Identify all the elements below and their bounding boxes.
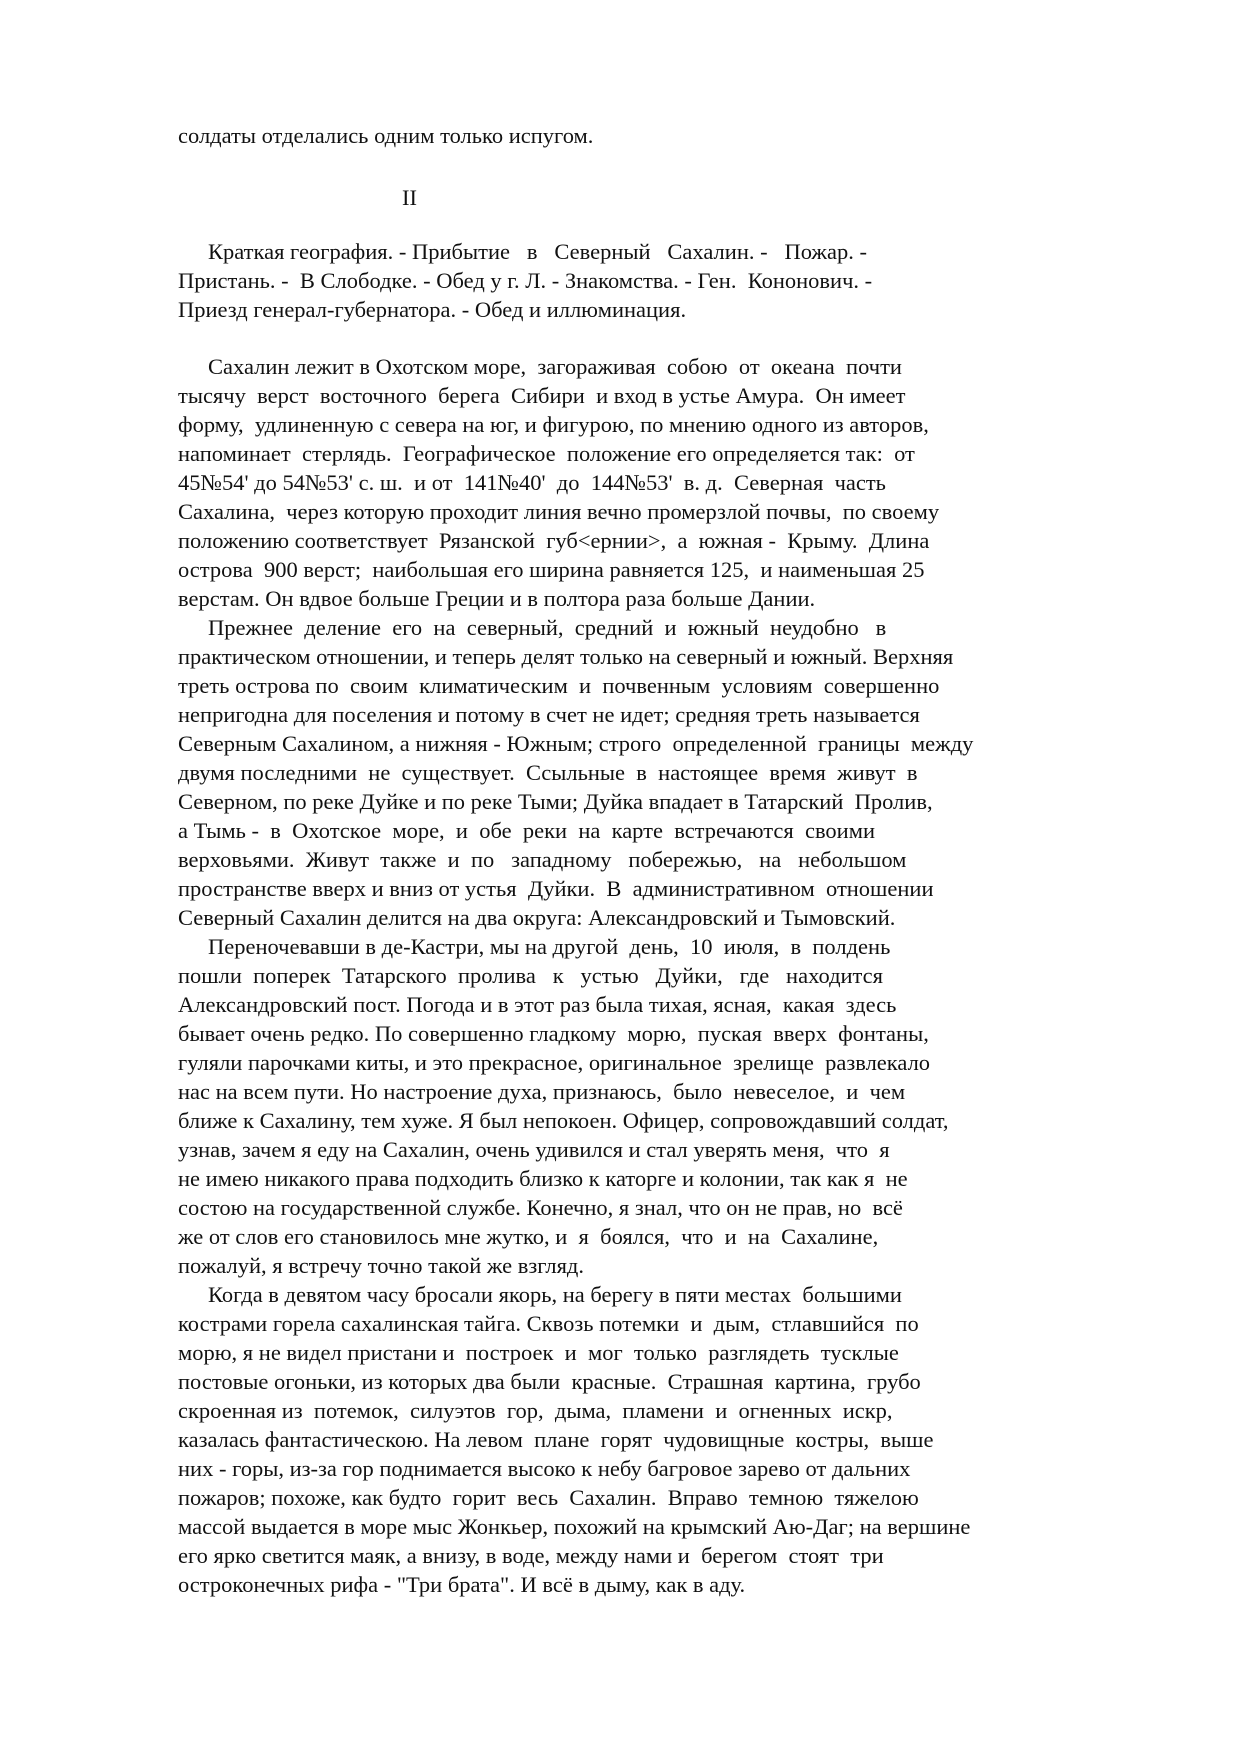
text-line: бывает очень редко. По совершенно гладкому морю, пуская вверх фонтаны, (178, 1021, 929, 1046)
text-line: верховьями. Живут также и по западному побережью, на небольшом (178, 847, 907, 872)
text-line: состою на государственной службе. Конечно, я знал, что он не прав, но всё (178, 1195, 903, 1220)
text-line: Северном, по реке Дуйке и по реке Тыми; Дуйка впадает в Татарский Пролив, (178, 789, 933, 814)
text-line: Прежнее деление его на северный, средний и южный неудобно в (208, 615, 887, 640)
chapter-number: II (402, 185, 417, 210)
text-line: морю, я не видел пристани и построек и мог только разглядеть тусклые (178, 1340, 899, 1365)
text-line: пространстве вверх и вниз от устья Дуйки. В административном отношении (178, 876, 934, 901)
text-line: Сахалина, через которую проходит линия вечно промерзлой почвы, по своему (178, 499, 940, 524)
text-line: остроконечных рифа - "Три брата". И всё в дыму, как в аду. (178, 1572, 746, 1597)
text-line: треть острова по своим климатическим и почвенным условиям совершенно (178, 673, 940, 698)
text-line: Северным Сахалином, а нижняя - Южным; строго определенной границы между (178, 731, 974, 756)
text-line: 45№54' до 54№53' с. ш. и от 141№40' до 144№53' в. д. Северная часть (178, 470, 886, 495)
text-line: практическом отношении, и теперь делят только на северный и южный. Верхняя (178, 644, 954, 669)
text-line: них - горы, из-за гор поднимается высоко к небу багровое зарево от дальних (178, 1456, 911, 1481)
text-line: напоминает стерлядь. Географическое положение его определяется так: от (178, 441, 915, 466)
text-line: Когда в девятом часу бросали якорь, на берегу в пяти местах большими (208, 1282, 902, 1307)
text-line: скроенная из потемок, силуэтов гор, дыма, пламени и огненных искр, (178, 1398, 893, 1423)
text-line: Переночевавши в де-Кастри, мы на другой день, 10 июля, в полдень (208, 934, 891, 959)
text-line: же от слов его становилось мне жутко, и я боялся, что и на Сахалине, (178, 1224, 879, 1249)
text-line: пожалуй, я встречу точно такой же взгляд. (178, 1253, 584, 1278)
opening-line: солдаты отделались одним только испугом. (178, 123, 594, 148)
text-line: Александровский пост. Погода и в этот раз была тихая, ясная, какая здесь (178, 992, 897, 1017)
text-line: Северный Сахалин делится на два округа: Александровский и Тымовский. (178, 905, 896, 930)
text-line: острова 900 верст; наибольшая его ширина равняется 125, и наименьшая 25 (178, 557, 925, 582)
text-line: двумя последними не существует. Ссыльные в настоящее время живут в (178, 760, 918, 785)
text-line: положению соответствует Рязанской губ<ернии>, а южная - Крыму. Длина (178, 528, 930, 553)
summary-line: Приезд генерал-губернатора. - Обед и иллюминация. (178, 297, 687, 322)
text-line: его ярко светится маяк, а внизу, в воде, между нами и берегом стоят три (178, 1543, 884, 1568)
text-line: пошли поперек Татарского пролива к устью Дуйки, где находится (178, 963, 884, 988)
text-line: нас на всем пути. Но настроение духа, признаюсь, было невеселое, и чем (178, 1079, 906, 1104)
text-line: узнав, зачем я еду на Сахалин, очень удивился и стал уверять меня, что я (178, 1137, 890, 1162)
text-line: гуляли парочками киты, и это прекрасное, оригинальное зрелище развлекало (178, 1050, 931, 1075)
text-line: верстам. Он вдвое больше Греции и в полтора раза больше Дании. (178, 586, 816, 611)
text-line: казалась фантастическою. На левом плане горят чудовищные костры, выше (178, 1427, 934, 1452)
text-line: постовые огоньки, из которых два были красные. Страшная картина, грубо (178, 1369, 921, 1394)
summary-line: Краткая география. - Прибытие в Северный Сахалин. - Пожар. - (208, 239, 867, 264)
text-line: пожаров; похоже, как будто горит весь Сахалин. Вправо темною тяжелою (178, 1485, 919, 1510)
text-line: не имею никакого права подходить близко к каторге и колонии, так как я не (178, 1166, 908, 1191)
text-line: кострами горела сахалинская тайга. Сквозь потемки и дым, стлавшийся по (178, 1311, 919, 1336)
text-line: ближе к Сахалину, тем хуже. Я был непокоен. Офицер, сопровождавший солдат, (178, 1108, 949, 1133)
summary-line: Пристань. - В Слободке. - Обед у г. Л. - Знакомства. - Ген. Кононович. - (178, 268, 873, 293)
text-line: Сахалин лежит в Охотском море, загораживая собою от океана почти (208, 354, 902, 379)
text-line: непригодна для поселения и потому в счет не идет; средняя треть называется (178, 702, 920, 727)
text-line: тысячу верст восточного берега Сибири и вход в устье Амура. Он имеет (178, 383, 906, 408)
text-line: массой выдается в море мыс Жонкьер, похожий на крымский Аю-Даг; на вершине (178, 1514, 971, 1539)
text-line: а Тымь - в Охотское море, и обе реки на карте встречаются своими (178, 818, 875, 843)
text-line: форму, удлиненную с севера на юг, и фигурою, по мнению одного из авторов, (178, 412, 929, 437)
